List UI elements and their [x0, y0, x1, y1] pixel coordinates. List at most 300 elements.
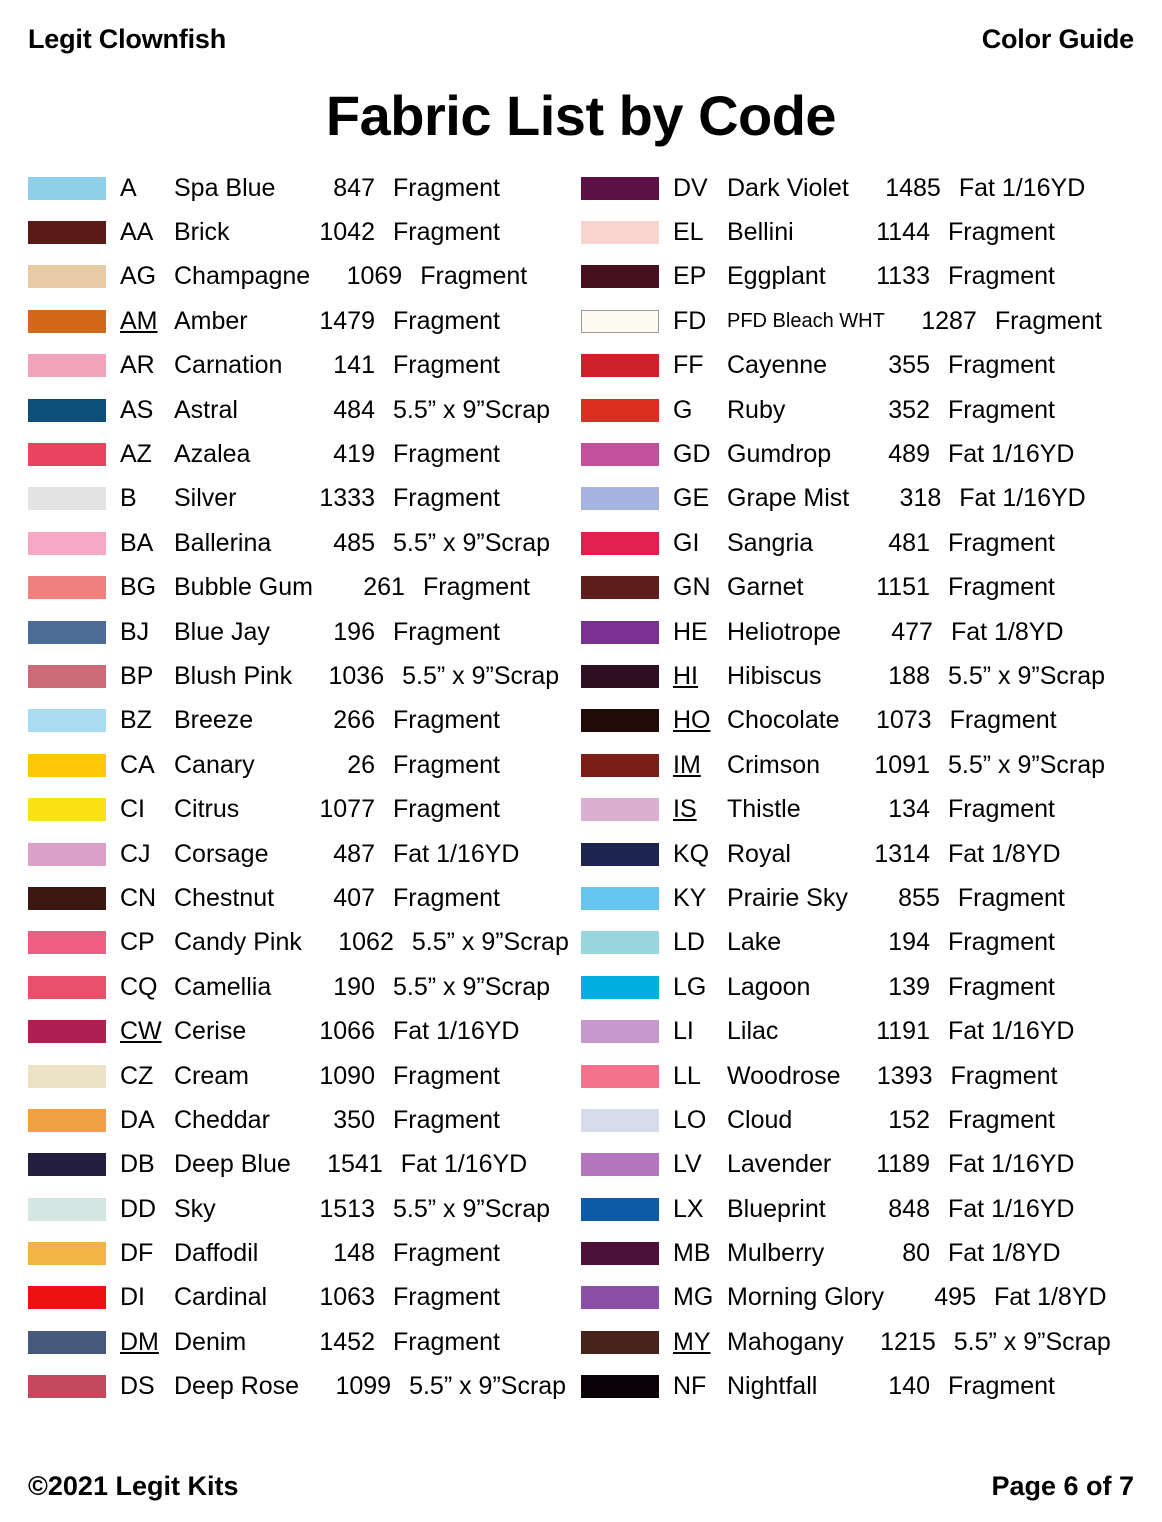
- fabric-code: EL: [673, 218, 704, 247]
- fabric-number: 477: [891, 617, 933, 646]
- color-swatch: [581, 887, 659, 910]
- color-swatch: [581, 1242, 659, 1265]
- fabric-code: [120, 306, 174, 335]
- fabric-number: 80: [902, 1239, 930, 1268]
- fabric-number: 1333: [319, 484, 375, 513]
- fabric-number: 152: [888, 1105, 930, 1134]
- fabric-name: Bellini: [727, 218, 794, 247]
- fabric-code: EP: [673, 262, 707, 291]
- color-swatch: [581, 487, 659, 510]
- fabric-code: AZ: [120, 440, 152, 469]
- fabric-number: 485: [333, 528, 375, 557]
- fabric-cut-size: Fat 1/16YD: [400, 1150, 528, 1179]
- fabric-name: Cloud: [727, 1105, 793, 1134]
- fabric-number: 495: [934, 1283, 976, 1312]
- fabric-name: Cheddar: [174, 1105, 270, 1134]
- fabric-code: GI: [673, 528, 700, 557]
- fabric-number: 318: [899, 484, 942, 513]
- fabric-number: 1393: [876, 1061, 933, 1090]
- color-swatch: [28, 1109, 106, 1132]
- fabric-cut-size: Fragment: [393, 218, 500, 247]
- copyright-label: ©2021 Legit Kits: [28, 1471, 239, 1501]
- fabric-name: Silver: [174, 484, 237, 513]
- fabric-cut-size: Fragment: [957, 883, 1065, 912]
- fabric-row: [581, 1187, 1134, 1231]
- fabric-code: LV: [673, 1150, 702, 1179]
- fabric-name: Blue Jay: [174, 617, 270, 646]
- fabric-number: 266: [333, 706, 375, 735]
- fabric-row: [581, 299, 1134, 343]
- fabric-name: Canary: [174, 750, 255, 779]
- fabric-code: DS: [120, 1372, 155, 1401]
- fabric-name: Champagne: [174, 262, 311, 291]
- fabric-name: Cream: [174, 1061, 250, 1090]
- color-swatch: [581, 1153, 659, 1176]
- fabric-code: [673, 1327, 727, 1356]
- fabric-row: [28, 299, 581, 343]
- fabric-number: 1090: [319, 1061, 375, 1090]
- fabric-row: [28, 344, 581, 388]
- fabric-row: [581, 965, 1134, 1009]
- color-swatch: [28, 1153, 106, 1176]
- fabric-number: 487: [333, 839, 375, 868]
- fabric-cut-size: Fragment: [948, 262, 1055, 291]
- fabric-row: [28, 1054, 581, 1098]
- color-swatch: [28, 1286, 106, 1309]
- color-swatch: [28, 532, 106, 555]
- fabric-number: 1314: [874, 839, 930, 868]
- fabric-row: [581, 166, 1134, 210]
- fabric-column-left: [28, 166, 581, 1459]
- fabric-code: CJ: [120, 839, 151, 868]
- fabric-code: KQ: [673, 839, 710, 868]
- fabric-code-text: IS: [673, 795, 697, 824]
- fabric-code: G: [673, 395, 693, 424]
- color-swatch: [28, 1020, 106, 1043]
- fabric-columns: [28, 166, 1134, 1459]
- page-footer: [28, 1471, 1134, 1502]
- fabric-number: 355: [888, 351, 930, 380]
- fabric-number: 1133: [876, 262, 930, 291]
- fabric-code: DD: [120, 1194, 157, 1223]
- fabric-number: 1191: [876, 1017, 930, 1046]
- color-swatch: [28, 487, 106, 510]
- fabric-name: Brick: [174, 218, 230, 247]
- fabric-number: 1063: [319, 1283, 375, 1312]
- fabric-code: LD: [673, 928, 705, 957]
- fabric-row: [581, 1054, 1134, 1098]
- fabric-row: [28, 1143, 581, 1187]
- fabric-code-text: IM: [673, 750, 701, 779]
- color-swatch: [581, 976, 659, 999]
- color-swatch: [28, 221, 106, 244]
- fabric-code-text: HO: [673, 706, 711, 735]
- fabric-row: [581, 1098, 1134, 1142]
- fabric-cut-size: Fragment: [393, 1105, 500, 1134]
- color-swatch: [28, 709, 106, 732]
- fabric-code: MG: [673, 1283, 714, 1312]
- fabric-row: [28, 1320, 581, 1364]
- fabric-code: [673, 750, 727, 779]
- fabric-code: CN: [120, 883, 157, 912]
- color-swatch: [28, 576, 106, 599]
- fabric-row: [28, 654, 581, 698]
- color-swatch: [581, 1198, 659, 1221]
- color-swatch: [28, 1331, 106, 1354]
- fabric-cut-size: Fragment: [393, 750, 500, 779]
- fabric-code: CP: [120, 928, 155, 957]
- fabric-name: Gumdrop: [727, 440, 832, 469]
- fabric-code: CZ: [120, 1061, 154, 1090]
- color-swatch: [28, 931, 106, 954]
- fabric-code: [120, 1327, 174, 1356]
- fabric-name: Sangria: [727, 528, 814, 557]
- fabric-cut-size: Fragment: [948, 1372, 1055, 1401]
- fabric-name: Azalea: [174, 440, 251, 469]
- fabric-row: [581, 1143, 1134, 1187]
- fabric-row: [581, 344, 1134, 388]
- fabric-code: [673, 797, 727, 822]
- fabric-code-text: CW: [120, 1017, 162, 1046]
- fabric-name: Cerise: [174, 1017, 247, 1046]
- color-swatch: [28, 1242, 106, 1265]
- fabric-cut-size: Fat 1/16YD: [958, 173, 1086, 202]
- fabric-code: LX: [673, 1194, 704, 1223]
- fabric-cut-size: Fragment: [422, 573, 530, 602]
- fabric-number: 196: [333, 617, 375, 646]
- color-swatch: [28, 177, 106, 200]
- fabric-name: Grape Mist: [727, 484, 850, 513]
- fabric-number: 141: [333, 351, 375, 380]
- fabric-name: Sky: [174, 1194, 216, 1223]
- fabric-code: GD: [673, 440, 711, 469]
- fabric-number: 407: [333, 883, 375, 912]
- color-swatch: [581, 177, 659, 200]
- color-swatch: [581, 1286, 659, 1309]
- color-swatch: [581, 1020, 659, 1043]
- fabric-code: AG: [120, 262, 157, 291]
- fabric-name: Nightfall: [727, 1372, 818, 1401]
- fabric-name: Amber: [174, 306, 248, 335]
- fabric-cut-size: Fragment: [393, 1327, 500, 1356]
- color-swatch: [28, 798, 106, 821]
- color-swatch: [28, 976, 106, 999]
- fabric-number: 1099: [335, 1372, 392, 1401]
- fabric-cut-size: Fragment: [950, 1061, 1058, 1090]
- fabric-code: FD: [673, 306, 707, 335]
- fabric-row: [28, 1098, 581, 1142]
- fabric-cut-size: Fat 1/16YD: [959, 484, 1086, 513]
- fabric-name: Ruby: [727, 395, 786, 424]
- fabric-row: [581, 699, 1134, 743]
- color-swatch: [581, 443, 659, 466]
- color-swatch: [581, 576, 659, 599]
- fabric-row: [28, 566, 581, 610]
- page-title: Fabric List by Code: [325, 84, 837, 147]
- fabric-name: Garnet: [727, 573, 804, 602]
- fabric-row: [581, 876, 1134, 920]
- fabric-number: 350: [333, 1105, 375, 1134]
- fabric-number: 26: [347, 750, 375, 779]
- fabric-cut-size: Fragment: [393, 351, 500, 380]
- fabric-name: Spa Blue: [174, 173, 276, 202]
- color-swatch: [28, 265, 106, 288]
- fabric-name: Lilac: [727, 1017, 779, 1046]
- fabric-name: Woodrose: [727, 1061, 841, 1090]
- fabric-number: 1513: [319, 1194, 375, 1223]
- color-swatch: [581, 1109, 659, 1132]
- fabric-cut-size: Fragment: [393, 1283, 500, 1312]
- fabric-number: 1077: [319, 795, 375, 824]
- fabric-row: [581, 1231, 1134, 1275]
- fabric-name: Blueprint: [727, 1194, 826, 1223]
- fabric-number: 484: [333, 395, 375, 424]
- fabric-cut-size: Fragment: [948, 1105, 1055, 1134]
- fabric-row: [581, 388, 1134, 432]
- fabric-name: Mulberry: [727, 1239, 825, 1268]
- fabric-number: 419: [333, 440, 375, 469]
- color-swatch: [28, 1065, 106, 1088]
- fabric-cut-size: Fragment: [393, 883, 500, 912]
- fabric-row: [581, 210, 1134, 254]
- fabric-row: [581, 566, 1134, 610]
- fabric-name: Crimson: [727, 750, 821, 779]
- fabric-code: LG: [673, 972, 707, 1001]
- fabric-number: 1036: [328, 661, 385, 690]
- fabric-cut-size: 5.5” x 9”Scrap: [953, 1327, 1111, 1356]
- fabric-number: 140: [888, 1372, 930, 1401]
- fabric-cut-size: Fragment: [948, 972, 1055, 1001]
- fabric-name: Bubble Gum: [174, 573, 313, 602]
- fabric-code: KY: [673, 883, 707, 912]
- fabric-row: [581, 610, 1134, 654]
- fabric-number: 148: [333, 1239, 375, 1268]
- color-swatch: [28, 443, 106, 466]
- fabric-row: [581, 743, 1134, 787]
- fabric-code: HE: [673, 617, 708, 646]
- fabric-code: GE: [673, 484, 710, 513]
- fabric-cut-size: Fragment: [393, 440, 500, 469]
- fabric-number: 1144: [876, 218, 930, 247]
- fabric-name: Carnation: [174, 351, 283, 380]
- fabric-row: [581, 1276, 1134, 1320]
- fabric-row: [28, 477, 581, 521]
- fabric-number: 1452: [319, 1327, 375, 1356]
- color-swatch: [581, 354, 659, 377]
- fabric-row: [581, 654, 1134, 698]
- fabric-row: [28, 432, 581, 476]
- fabric-code: AS: [120, 395, 154, 424]
- fabric-name: Ballerina: [174, 528, 272, 557]
- fabric-name: Candy Pink: [174, 928, 302, 957]
- fabric-cut-size: Fat 1/8YD: [948, 839, 1061, 868]
- fabric-number: 1066: [319, 1017, 375, 1046]
- fabric-code: DB: [120, 1150, 155, 1179]
- fabric-number: 1062: [338, 928, 394, 957]
- fabric-code: [673, 708, 727, 733]
- fabric-row: [28, 1365, 581, 1409]
- fabric-name: PFD Bleach WHT: [727, 310, 885, 333]
- fabric-row: [28, 521, 581, 565]
- fabric-row: [581, 255, 1134, 299]
- fabric-row: [28, 1009, 581, 1053]
- fabric-cut-size: Fragment: [948, 351, 1055, 380]
- fabric-number: 1091: [874, 750, 930, 779]
- fabric-row: [581, 787, 1134, 831]
- fabric-cut-size: Fragment: [948, 795, 1055, 824]
- fabric-code: A: [120, 173, 137, 202]
- fabric-number: 1541: [327, 1150, 383, 1179]
- fabric-code: CI: [120, 795, 145, 824]
- fabric-row: [581, 521, 1134, 565]
- fabric-code: LO: [673, 1105, 707, 1134]
- color-swatch: [28, 1375, 106, 1398]
- fabric-row: [28, 965, 581, 1009]
- fabric-number: 1479: [319, 306, 375, 335]
- fabric-code: [120, 1019, 174, 1044]
- color-swatch: [28, 843, 106, 866]
- fabric-code: LI: [673, 1017, 694, 1046]
- fabric-cut-size: 5.5” x 9”Scrap: [393, 1194, 551, 1223]
- fabric-cut-size: Fragment: [393, 617, 500, 646]
- fabric-cut-size: Fat 1/16YD: [393, 839, 520, 868]
- fabric-code: BA: [120, 528, 154, 557]
- page-header: [28, 24, 1134, 55]
- fabric-code: DV: [673, 173, 708, 202]
- fabric-name: Lagoon: [727, 972, 811, 1001]
- color-swatch: [581, 532, 659, 555]
- fabric-name: Royal: [727, 839, 791, 868]
- fabric-cut-size: Fragment: [948, 395, 1055, 424]
- fabric-number: 1287: [921, 306, 977, 335]
- fabric-code: BP: [120, 661, 154, 690]
- fabric-name: Lavender: [727, 1150, 832, 1179]
- fabric-row: [581, 1009, 1134, 1053]
- fabric-code: LL: [673, 1061, 701, 1090]
- fabric-number: 352: [888, 395, 930, 424]
- fabric-cut-size: 5.5” x 9”Scrap: [948, 750, 1106, 779]
- fabric-code: CQ: [120, 972, 158, 1001]
- fabric-code: GN: [673, 573, 711, 602]
- fabric-code: BZ: [120, 706, 152, 735]
- fabric-row: [28, 699, 581, 743]
- color-swatch: [581, 310, 659, 333]
- fabric-name: Denim: [174, 1327, 247, 1356]
- color-swatch: [581, 931, 659, 954]
- fabric-cut-size: Fat 1/16YD: [393, 1017, 520, 1046]
- fabric-row: [581, 477, 1134, 521]
- fabric-cut-size: Fragment: [393, 795, 500, 824]
- color-swatch: [581, 665, 659, 688]
- color-swatch: [581, 709, 659, 732]
- fabric-cut-size: Fragment: [948, 573, 1055, 602]
- fabric-cut-size: Fragment: [393, 1061, 500, 1090]
- color-swatch: [28, 399, 106, 422]
- fabric-column-right: [581, 166, 1134, 1459]
- color-swatch: [581, 1375, 659, 1398]
- fabric-name: Thistle: [727, 795, 801, 824]
- fabric-number: 855: [898, 883, 940, 912]
- fabric-row: [581, 1365, 1134, 1409]
- fabric-code: NF: [673, 1372, 707, 1401]
- fabric-row: [28, 388, 581, 432]
- fabric-name: Lake: [727, 928, 782, 957]
- page-number-label: Page 6 of 7: [991, 1471, 1134, 1501]
- fabric-number: 261: [363, 573, 405, 602]
- fabric-number: 848: [888, 1194, 930, 1223]
- fabric-cut-size: 5.5” x 9”Scrap: [402, 661, 560, 690]
- color-swatch: [581, 265, 659, 288]
- fabric-name: Eggplant: [727, 262, 826, 291]
- color-swatch: [581, 843, 659, 866]
- fabric-number: 1215: [880, 1327, 936, 1356]
- fabric-row: [28, 876, 581, 920]
- color-swatch: [28, 887, 106, 910]
- fabric-code: BJ: [120, 617, 150, 646]
- fabric-cut-size: Fat 1/16YD: [948, 1194, 1075, 1223]
- fabric-number: 1151: [876, 573, 930, 602]
- fabric-code: AA: [120, 218, 154, 247]
- color-swatch: [28, 310, 106, 333]
- fabric-number: 139: [888, 972, 930, 1001]
- fabric-cut-size: Fragment: [948, 928, 1055, 957]
- fabric-row: [28, 832, 581, 876]
- fabric-cut-size: Fragment: [393, 706, 500, 735]
- color-swatch: [581, 621, 659, 644]
- fabric-code-text: AM: [120, 306, 158, 335]
- fabric-name: Blush Pink: [174, 661, 293, 690]
- fabric-name: Mahogany: [727, 1327, 844, 1356]
- fabric-name: Cayenne: [727, 351, 828, 380]
- fabric-name: Deep Blue: [174, 1150, 291, 1179]
- fabric-code: [673, 661, 727, 690]
- color-swatch: [581, 221, 659, 244]
- fabric-cut-size: Fat 1/16YD: [948, 440, 1075, 469]
- fabric-number: 847: [333, 173, 375, 202]
- fabric-row: [28, 210, 581, 254]
- fabric-row: [28, 921, 581, 965]
- fabric-name: Deep Rose: [174, 1372, 300, 1401]
- fabric-cut-size: Fragment: [393, 173, 500, 202]
- fabric-code: FF: [673, 351, 704, 380]
- fabric-row: [581, 921, 1134, 965]
- fabric-row: [28, 787, 581, 831]
- fabric-name: Astral: [174, 395, 238, 424]
- fabric-name: Morning Glory: [727, 1283, 884, 1312]
- color-swatch: [581, 399, 659, 422]
- fabric-row: [28, 255, 581, 299]
- fabric-name: Chocolate: [727, 706, 840, 735]
- header-right-label: Color Guide: [981, 24, 1134, 54]
- fabric-cut-size: Fragment: [948, 218, 1055, 247]
- fabric-name: Camellia: [174, 972, 272, 1001]
- fabric-code: MB: [673, 1239, 711, 1268]
- fabric-number: 1189: [876, 1150, 930, 1179]
- fabric-cut-size: Fragment: [949, 706, 1057, 735]
- fabric-name: Corsage: [174, 839, 269, 868]
- fabric-cut-size: 5.5” x 9”Scrap: [411, 928, 569, 957]
- fabric-code-text: MY: [673, 1327, 711, 1356]
- fabric-name: Breeze: [174, 706, 254, 735]
- fabric-code: DI: [120, 1283, 145, 1312]
- fabric-number: 134: [888, 795, 930, 824]
- fabric-cut-size: Fat 1/8YD: [994, 1283, 1107, 1312]
- fabric-name: Daffodil: [174, 1239, 259, 1268]
- fabric-code: BG: [120, 573, 157, 602]
- fabric-cut-size: Fragment: [948, 528, 1055, 557]
- fabric-row: [581, 1320, 1134, 1364]
- fabric-number: 489: [888, 440, 930, 469]
